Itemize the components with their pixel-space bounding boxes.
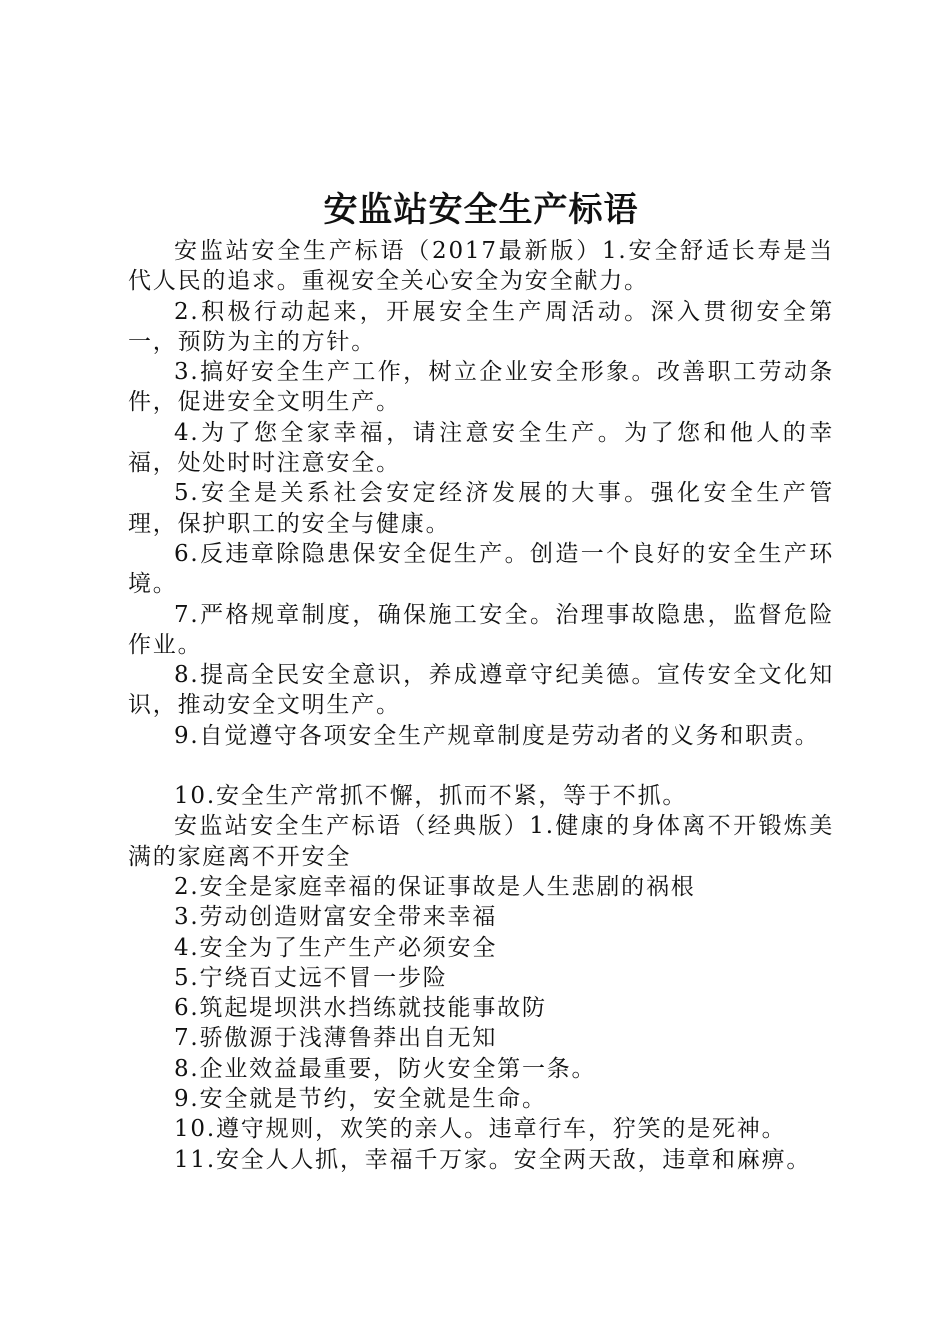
paragraph: 9.自觉遵守各项安全生产规章制度是劳动者的义务和职责。 [174,722,820,749]
paragraph: 5.宁绕百丈远不冒一步险 [174,964,448,991]
paragraph: 10.遵守规则，欢笑的亲人。违章行车，狞笑的是死神。 [174,1116,787,1143]
paragraph: 6.筑起堤坝洪水挡练就技能事故防 [174,995,547,1022]
paragraph: 8.企业效益最重要，防火安全第一条。 [174,1055,597,1082]
paragraph: 6.反违章除隐患保安全促生产。创造一个良好的安全生产环境。 [128,540,834,598]
document-title: 安监站安全生产标语 [323,190,639,230]
paragraph: 7.骄傲源于浅薄鲁莽出自无知 [174,1025,498,1052]
paragraph: 7.严格规章制度，确保施工安全。治理事故隐患，监督危险作业。 [128,601,834,658]
paragraph: 3.搞好安全生产工作，树立企业安全形象。改善职工劳动条件，促进安全文明生产。 [128,359,834,416]
paragraph: 8.提高全民安全意识，养成遵章守纪美德。宣传安全文化知识，推动安全文明生产。 [128,662,834,719]
paragraph: 4.为了您全家幸福，请注意安全生产。为了您和他人的幸福，处处时时注意安全。 [128,419,834,477]
paragraph: 2.积极行动起来，开展安全生产周活动。深入贯彻安全第一，预防为主的方针。 [128,298,834,355]
paragraph: 5.安全是关系社会安定经济发展的大事。强化安全生产管理，保护职工的安全与健康。 [128,480,834,537]
paragraph: 4.安全为了生产生产必须安全 [174,934,498,961]
paragraph: 10.安全生产常抓不懈，抓而不紧，等于不抓。 [174,783,688,810]
paragraph-gap [128,751,834,781]
paragraph: 3.劳动创造财富安全带来幸福 [174,904,498,931]
paragraph: 安监站安全生产标语（2017最新版）1.安全舒适长寿是当代人民的追求。重视安全关心安全为安全献力。 [128,238,834,295]
paragraph: 11.安全人人抓，幸福千万家。安全两天敌，违章和麻痹。 [174,1146,812,1173]
paragraph: 2.安全是家庭幸福的保证事故是人生悲剧的祸根 [174,873,696,900]
document-page [128,188,834,1175]
paragraph: 9.安全就是节约，安全就是生命。 [174,1086,547,1113]
paragraph: 安监站安全生产标语（经典版）1.健康的身体离不开锻炼美满的家庭离不开安全 [128,813,834,870]
